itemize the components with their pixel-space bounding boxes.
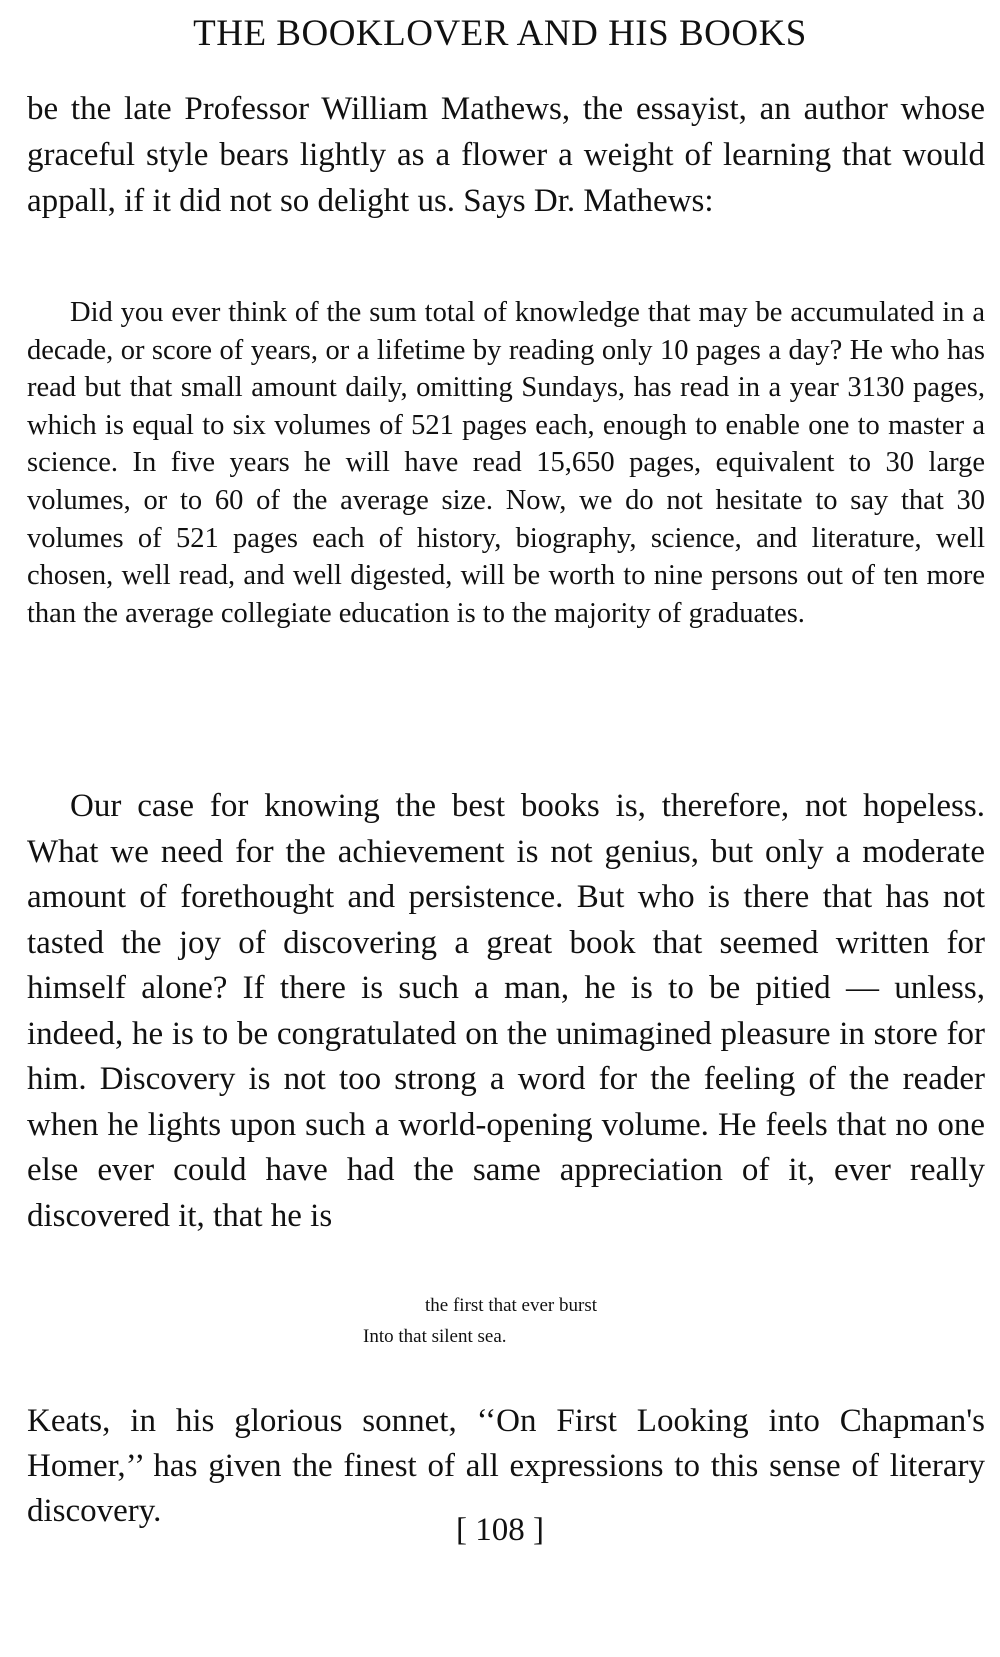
body-paragraph: Keats, in his glorious sonnet, ‘‘On First Looking into Chapman's Homer,’’ has given the finest of all expressions to this sense of literary discovery. <box>27 1403 985 1529</box>
verse-line: Into that silent sea. <box>363 1326 507 1347</box>
block-quote <box>27 294 985 632</box>
verse-line: the first that ever burst <box>425 1295 598 1316</box>
running-head: THE BOOKLOVER AND HIS BOOKS <box>193 13 807 54</box>
body-paragraph-text: Our case for knowing the best books is, therefore, not hopeless. What we need for the achievement is not genius, but only a moderate amount of forethought and persistence. But who is there that has not tasted the joy of discovering a great book that seemed written for himself alone? If there is such a man, he is to be pitied — unless, indeed, he is to be congratulated on the unimagined pleasure in store for him. Discovery is not too strong a word for the feeling of the reader when he lights upon such a world-opening volume. He feels that no one else ever could have had the same appreciation of it, ever really discovered it, that he is <box>27 788 985 1234</box>
body-paragraph: be the late Professor William Mathews, the essayist, an author whose graceful style bears lightly as a flower a weight of learning that would appall, if it did not so delight us. Says Dr. Mathews: <box>27 91 985 219</box>
block-quote-text: Did you ever think of the sum total of knowledge that may be accumulated in a decade, or score of years, or a lifetime by reading only 10 pages a day? He who has read but that small amount daily, omitting Sundays, has read in a year 3130 pages, which is equal to six volumes of 521 pages each, enough to enable one to master a science. In five years he will have read 15,650 pages, equivalent to 30 large volumes, or to 60 of the average size. Now, we do not hesitate to say that 30 volumes of 521 pages each of history, biography, science, and literature, well chosen, well read, and well digested, will be worth to nine persons out of ten more than the average collegiate education is to the majority of graduates. <box>27 297 985 629</box>
body-paragraph <box>27 784 985 1239</box>
page-number: [ 108 ] <box>456 1512 544 1548</box>
